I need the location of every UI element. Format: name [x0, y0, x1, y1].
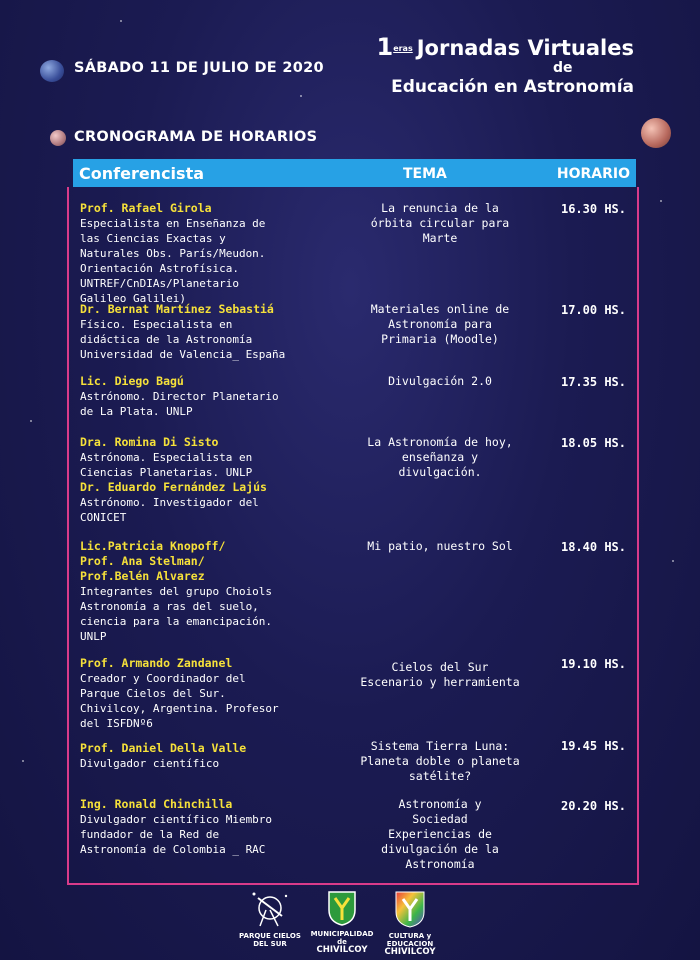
speaker-name: Lic.Patricia Knopoff/ Prof. Ana Stelman/ Prof.Belén Alvarez: [80, 539, 226, 583]
logo-municipalidad-chivilcoy: [306, 890, 378, 955]
logo1-line2: DEL SUR: [253, 940, 287, 948]
talk-topic: Divulgación 2.0: [388, 374, 492, 388]
logo2-line2: CHIVILCOY: [316, 945, 368, 955]
speaker-cell: [80, 201, 290, 306]
speaker-description: Especialista en Enseñanza de las Ciencias Exactas y Naturales Obs. París/Meudon. Orientación Astrofísica. UNTREF/CnDIAs/Planetario Galileo Galilei): [80, 217, 266, 305]
talk-topic: Cielos del Sur Escenario y herramienta: [360, 660, 520, 689]
speaker-name: Dr. Eduardo Fernández Lajús: [80, 480, 267, 494]
column-header-topic: TEMA: [403, 166, 447, 182]
planet-small-decoration: [50, 130, 66, 146]
event-title-line2: de: [552, 60, 573, 76]
talk-time: 16.30 HS.: [560, 202, 626, 216]
talk-topic: La Astronomía de hoy, enseñanza y divulgación.: [367, 435, 513, 479]
event-title: [376, 34, 634, 99]
speaker-cell: [80, 374, 290, 419]
star-decoration: [30, 420, 32, 422]
footer-logos: [0, 888, 700, 960]
speaker-name: Dr. Bernat Martínez Sebastiá: [80, 302, 274, 316]
speaker-description: Astrónoma. Especialista en Ciencias Planetarias. UNLP: [80, 451, 253, 479]
talk-time: 19.10 HS.: [560, 657, 626, 671]
talk-time: 18.40 HS.: [560, 540, 626, 554]
rainbow-shield-icon: [394, 890, 426, 928]
event-title-text: Jornadas Virtuales: [416, 36, 634, 60]
event-number-suffix: eras: [393, 44, 413, 53]
talk-time: 17.35 HS.: [560, 375, 626, 389]
star-decoration: [672, 560, 674, 562]
planet-mars-decoration: [641, 118, 671, 148]
talk-topic: Sistema Tierra Luna: Planeta doble o planeta satélite?: [360, 739, 520, 783]
speaker-description: Creador y Coordinador del Parque Cielos del Sur. Chivilcoy, Argentina. Profesor del ISFDNº6: [80, 672, 279, 730]
talk-time: 19.45 HS.: [560, 739, 626, 753]
event-date: SÁBADO 11 DE JULIO DE 2020: [74, 60, 324, 76]
talk-time: 20.20 HS.: [560, 799, 626, 813]
speaker-name: Prof. Daniel Della Valle: [80, 741, 247, 755]
column-header-speaker: Conferencista: [79, 164, 205, 183]
schedule-table-header: [73, 159, 636, 187]
section-title: CRONOGRAMA DE HORARIOS: [74, 129, 318, 145]
logo-cultura-educacion-chivilcoy: [372, 890, 448, 957]
speaker-cell: [80, 656, 290, 731]
speaker-name: Lic. Diego Bagú: [80, 374, 184, 388]
speaker-description: Astrónomo. Investigador del CONICET: [80, 496, 259, 524]
speaker-cell: [80, 435, 290, 525]
speaker-cell: [80, 741, 290, 771]
logo-parque-cielos-del-sur: [232, 890, 308, 948]
talk-topic: Materiales online de Astronomía para Primaria (Moodle): [370, 302, 510, 346]
logo3-line1: CULTURA y EDUCACION: [386, 932, 434, 948]
speaker-name: Prof. Rafael Girola: [80, 201, 212, 215]
speaker-cell: [80, 797, 290, 857]
talk-topic: Mi patio, nuestro Sol: [367, 539, 513, 553]
speaker-description: Divulgador científico: [80, 757, 220, 770]
talk-time: 17.00 HS.: [560, 303, 626, 317]
event-title-line3: Educación en Astronomía: [391, 77, 634, 97]
event-number: 1: [376, 33, 394, 61]
speaker-description: Físico. Especialista en didáctica de la Astronomía Universidad de Valencia_ España: [80, 318, 286, 361]
event-title-line1: [376, 34, 634, 61]
speaker-description: Astrónomo. Director Planetario de La Plata. UNLP: [80, 390, 279, 418]
municipal-shield-icon: [327, 890, 357, 926]
speaker-name: Ing. Ronald Chinchilla: [80, 797, 233, 811]
star-decoration: [22, 760, 24, 762]
logo2-line1: MUNICIPALIDAD de: [310, 930, 374, 946]
speaker-description: Integrantes del grupo Choiols Astronomía a ras del suelo, ciencia para la emancipación. UNLP: [80, 585, 273, 643]
talk-time: 18.05 HS.: [560, 436, 626, 450]
telescope-icon: [248, 890, 292, 928]
speaker-cell: [80, 539, 273, 644]
planet-blue-decoration: [40, 60, 64, 82]
speaker-cell: [80, 302, 290, 362]
star-decoration: [300, 95, 302, 97]
logo1-line1: PARQUE CIELOS: [239, 932, 301, 940]
star-decoration: [660, 200, 662, 202]
speaker-name: Prof. Armando Zandanel: [80, 656, 233, 670]
star-decoration: [120, 20, 122, 22]
talk-topic: La renuncia de la órbita circular para Marte: [370, 201, 510, 245]
speaker-name: Dra. Romina Di Sisto: [80, 435, 219, 449]
logo3-line2: CHIVILCOY: [384, 947, 436, 957]
column-header-time: HORARIO: [556, 166, 630, 182]
talk-topic: Astronomía y Sociedad Experiencias de divulgación de la Astronomía: [381, 797, 499, 871]
speaker-description: Divulgador científico Miembro fundador de la Red de Astronomía de Colombia _ RAC: [80, 813, 273, 856]
